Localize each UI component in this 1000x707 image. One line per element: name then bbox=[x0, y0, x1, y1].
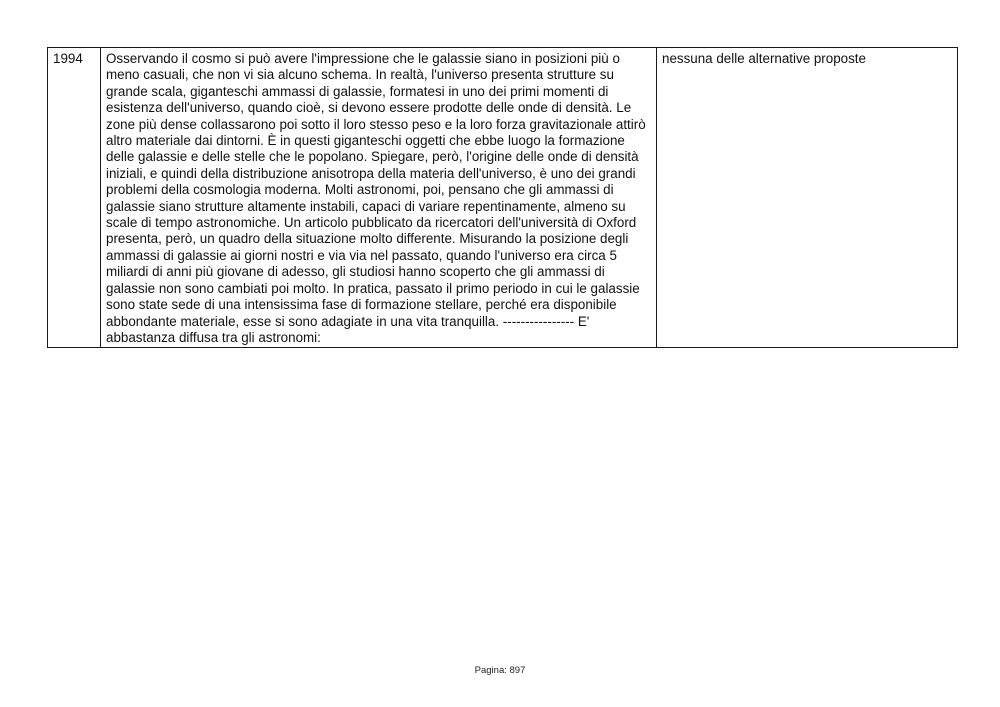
question-text-cell: Osservando il cosmo si può avere l'impressione che le galassie siano in posizioni più o meno casuali, che non vi sia alcuno schema. In realtà, l'universo presenta strutture su grande scala, giganteschi ammassi di galassie, formatesi in uno dei primi momenti di esistenza dell'universo, quando cioè, si devono essere prodotte delle onde di densità. Le zone più dense collassarono poi sotto il loro stesso peso e la loro forza gravitazionale attirò altro materiale dai dintorni. È in questi giganteschi oggetti che ebbe luogo la formazione delle galassie e delle stelle che le popolano. Spiegare, però, l'origine delle onde di densità iniziali, e quindi della distribuzione anisotropa della materia dell'universo, è uno dei grandi problemi della cosmologia moderna. Molti astronomi, poi, pensano che gli ammassi di galassie siano strutture altamente instabili, capaci di variare repentinamente, almeno su scale di tempo astronomiche. Un articolo pubblicato da ricercatori dell'università di Oxford presenta, però, un quadro della situazione molto differente. Misurando la posizione degli ammassi di galassie ai giorni nostri e via via nel passato, quando l'universo era circa 5 miliardi di anni più giovane di adesso, gli studiosi hanno scoperto che gli ammassi di galassie non sono cambiati poi molto. In pratica, passato il primo periodo in cui le galassie sono state sede di una intensissima fase di formazione stellare, perché era disponibile abbondante materiale, esse si sono adagiate in una vita tranquilla. ---------------- E' abbastanza diffusa tra gli astronomi: bbox=[101, 48, 657, 348]
question-number-cell: 1994 bbox=[48, 48, 101, 348]
page-footer: Pagina: 897 bbox=[474, 665, 526, 676]
table-row bbox=[48, 48, 958, 348]
question-table bbox=[47, 47, 958, 348]
answer-cell: nessuna delle alternative proposte bbox=[657, 48, 958, 348]
